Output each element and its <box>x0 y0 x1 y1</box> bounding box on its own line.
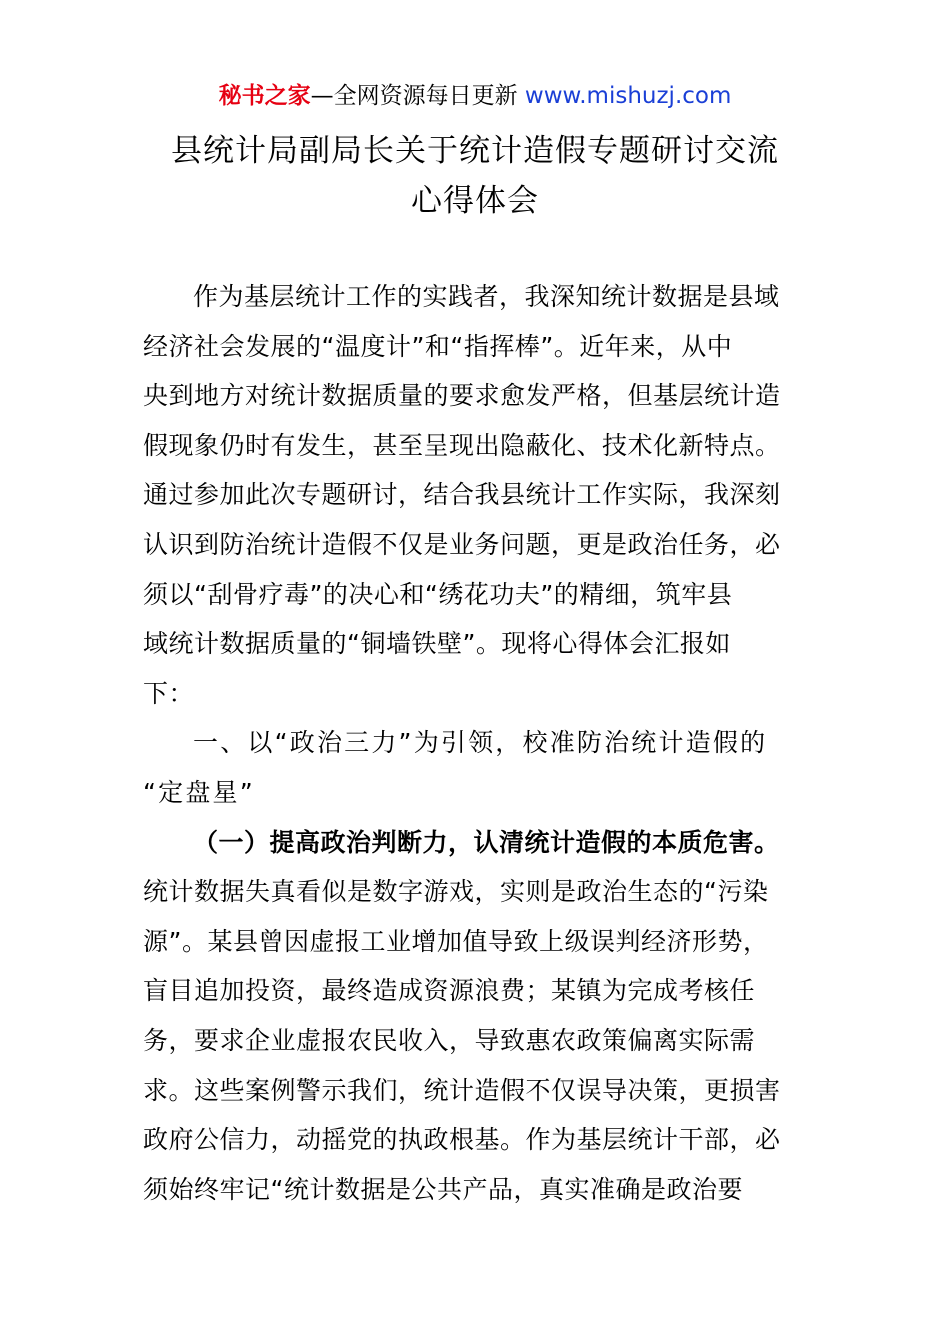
paragraph-line: 经济社会发展的“温度计”和“指挥棒”。近年来，从中 <box>143 331 733 361</box>
site-header <box>0 80 950 112</box>
section-heading-line: 一、以“政治三力”为引领，校准防治统计造假的 <box>193 728 768 758</box>
paragraph-line: 盲目追加投资，最终造成资源浪费；某镇为完成考核任 <box>143 976 756 1006</box>
paragraph-line: 假现象仍时有发生，甚至呈现出隐蔽化、技术化新特点。 <box>143 430 781 460</box>
document-title <box>0 126 950 226</box>
paragraph-line: 政府公信力，动摇党的执政根基。作为基层统计干部，必 <box>143 1125 781 1155</box>
paragraph-line: 源”。某县曾因虚报工业增加值导致上级误判经济形势， <box>143 926 769 956</box>
paragraph-line: 须始终牢记“统计数据是公共产品，真实准确是政治要 <box>143 1174 743 1204</box>
paragraph-line: 须以“刮骨疗毒”的决心和“绣花功夫”的精细，筑牢县 <box>143 579 733 609</box>
paragraph-line: 求。这些案例警示我们，统计造假不仅误导决策，更损害 <box>143 1075 781 1105</box>
paragraph-line: 统计数据失真看似是数字游戏，实则是政治生态的“污染 <box>143 877 769 907</box>
section-heading-line: “定盘星” <box>143 777 255 807</box>
site-slogan: —全网资源每日更新 <box>310 83 525 109</box>
title-line-1: 县统计局副局长关于统计造假专题研讨交流 <box>171 133 779 169</box>
paragraph-line: 通过参加此次专题研讨，结合我县统计工作实际，我深刻 <box>143 480 781 510</box>
paragraph-line: 央到地方对统计数据质量的要求愈发严格，但基层统计造 <box>143 381 781 411</box>
paragraph-line: 作为基层统计工作的实践者，我深知统计数据是县域 <box>193 282 780 311</box>
paragraph-line: 域统计数据质量的“铜墙铁壁”。现将心得体会汇报如 <box>143 629 731 659</box>
paragraph-line: 务，要求企业虚报农民收入，导致惠农政策偏离实际需 <box>143 1025 756 1055</box>
site-brand: 秘书之家 <box>218 83 311 109</box>
site-url-link[interactable]: www.mishuzj.com <box>524 83 732 109</box>
subsection-heading: （一）提高政治判断力，认清统计造假的本质危害。 <box>193 827 780 857</box>
document-body <box>143 272 811 1214</box>
title-line-2: 心得体会 <box>411 183 539 219</box>
paragraph-line: 认识到防治统计造假不仅是业务问题，更是政治任务，必 <box>143 529 781 559</box>
paragraph-line: 下： <box>143 678 195 708</box>
